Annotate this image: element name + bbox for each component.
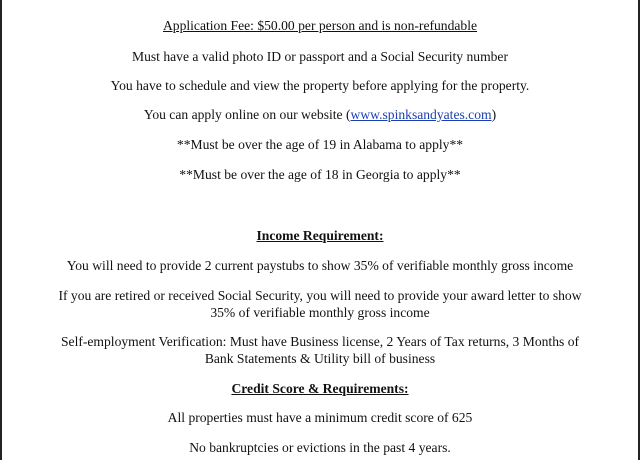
apply-online-line xyxy=(16,106,624,124)
income-requirement-heading: Income Requirement: xyxy=(256,228,384,243)
credit-requirements-heading: Credit Score & Requirements: xyxy=(231,381,409,396)
georgia-age-requirement: **Must be over the age of 18 in Georgia to apply** xyxy=(179,167,461,182)
retired-requirement-line-2: 35% of verifiable monthly gross income xyxy=(210,305,430,320)
no-bankruptcies-requirement: No bankruptcies or evictions in the past 4 years. xyxy=(189,440,451,455)
apply-online-text: You can apply online on our website ( xyxy=(143,107,351,122)
self-employment-line-1: Self-employment Verification: Must have Business license, 2 Years of Tax returns, 3 Months of xyxy=(60,334,580,349)
application-fee-line: Application Fee: $50.00 per person and is non-refundable xyxy=(162,18,478,33)
self-employment-line-2: Bank Statements & Utility bill of business xyxy=(204,351,436,366)
alabama-age-requirement: **Must be over the age of 19 in Alabama to apply** xyxy=(176,137,464,152)
retired-requirement-line-1: If you are retired or received Social Security, you will need to provide your award letter to show xyxy=(58,288,582,303)
photo-id-requirement: Must have a valid photo ID or passport and a Social Security number xyxy=(131,49,508,64)
minimum-credit-score: All properties must have a minimum credit score of 625 xyxy=(167,410,473,425)
schedule-viewing-requirement: You have to schedule and view the property before applying for the property. xyxy=(110,78,530,93)
website-link[interactable]: www.spinksandyates.com xyxy=(350,107,492,122)
paystubs-requirement: You will need to provide 2 current paystubs to show 35% of verifiable monthly gross income xyxy=(66,258,574,273)
apply-online-close: ) xyxy=(491,107,497,122)
